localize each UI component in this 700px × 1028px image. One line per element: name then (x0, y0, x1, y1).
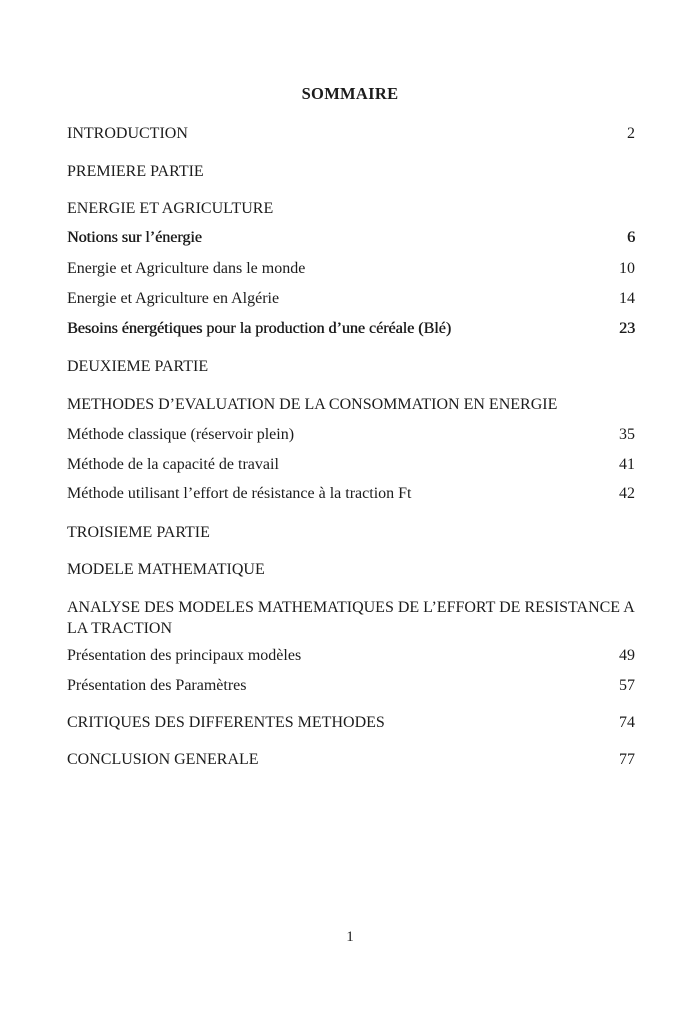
toc-entry-label: MODELE MATHEMATIQUE (67, 561, 265, 578)
toc-entry-page: 35 (619, 426, 635, 443)
toc-entry-label: ANALYSE DES MODELES MATHEMATIQUES DE L’EFFORT DE RESISTANCE A LA TRACTION (67, 599, 634, 637)
toc-entry-label: ENERGIE ET AGRICULTURE (67, 200, 274, 217)
footer-page-number: 1 (346, 929, 354, 945)
toc-entry-label: Energie et Agriculture dans le monde (67, 260, 306, 277)
toc-row (67, 675, 635, 696)
toc-entry-label: TROISIEME PARTIE (67, 524, 210, 541)
toc-row (67, 288, 635, 309)
toc-entry-label: Méthode utilisant l’effort de résistance à la traction Ft (67, 485, 412, 502)
toc-entry-label: METHODES D’EVALUATION DE LA CONSOMMATION EN ENERGIE (67, 396, 558, 413)
toc-entry-label: Energie et Agriculture en Algérie (67, 290, 280, 307)
toc-row (67, 394, 635, 415)
toc-entry-label: Besoins énergétiques pour la production d’une céréale (Blé) (67, 320, 452, 337)
toc-entry-page: 57 (619, 677, 635, 694)
toc-row (67, 712, 635, 733)
toc-row (67, 483, 635, 504)
toc-entry-label: DEUXIEME PARTIE (67, 358, 209, 375)
toc-entry-label: PREMIERE PARTIE (67, 163, 204, 180)
toc-row (67, 424, 635, 445)
toc-row (67, 227, 635, 248)
toc-entry-page: 10 (619, 260, 635, 277)
toc-row (67, 645, 635, 666)
toc-entry-page: 14 (619, 290, 635, 307)
toc-entry-label: Notions sur l’énergie (67, 229, 202, 246)
toc-row (67, 161, 635, 182)
toc-entry-page: 42 (619, 485, 635, 502)
toc-entry-page: 2 (627, 125, 635, 142)
toc-entry-page: 49 (619, 647, 635, 664)
toc-row (67, 559, 635, 580)
toc-row (67, 522, 635, 543)
toc-entry-page: 77 (619, 751, 635, 768)
toc-row (67, 318, 635, 339)
toc-row (67, 258, 635, 279)
toc-entry-label: CONCLUSION GENERALE (67, 751, 259, 768)
toc-entry-page: 23 (619, 320, 635, 337)
toc-row (67, 123, 635, 144)
toc-entry-label: INTRODUCTION (67, 125, 188, 142)
toc-row (67, 198, 635, 219)
toc-entry-label: Présentation des principaux modèles (67, 647, 302, 664)
toc-entry-label: Méthode de la capacité de travail (67, 456, 279, 473)
toc-entry-page: 6 (627, 229, 635, 246)
toc-entry-page: 41 (619, 456, 635, 473)
toc-entry-label: Présentation des Paramètres (67, 677, 247, 694)
toc-entry-label: Méthode classique (réservoir plein) (67, 426, 295, 443)
toc-row (67, 749, 635, 770)
toc-row (67, 454, 635, 475)
toc-row (67, 597, 635, 639)
page-title: SOMMAIRE (301, 84, 399, 103)
toc-entry-page: 74 (619, 714, 635, 731)
toc-row (67, 356, 635, 377)
toc-entry-label: CRITIQUES DES DIFFERENTES METHODES (67, 714, 385, 731)
